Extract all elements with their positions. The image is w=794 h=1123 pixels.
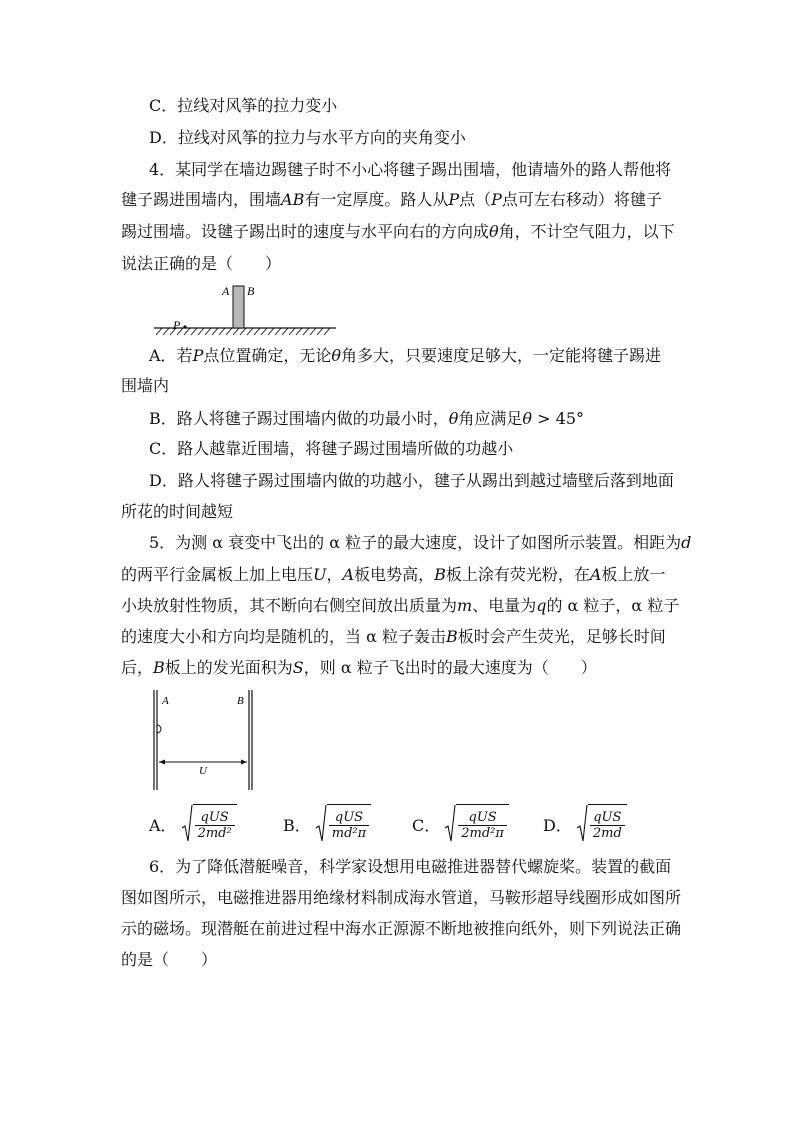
- wall-figure: [150, 280, 340, 340]
- q6-stem-line1: 6．为了降低潜艇噪音，科学家设想用电磁推进器替代螺旋桨。装置的截面: [149, 857, 672, 876]
- plates-figure: [148, 688, 260, 794]
- q6-stem-line3: 示的磁场。现潜艇在前进过程中海水正源源不断地被推向纸外，则下列说法正确: [121, 919, 682, 938]
- label-p: P: [173, 318, 181, 332]
- ground-hatching: [156, 328, 330, 335]
- q4-stem-line2: 毽子踢进围墙内，围墙AB有一定厚度。路人从P点（P点可左右移动）将毽子: [121, 190, 662, 209]
- point-p: [183, 325, 186, 328]
- sqrt-expression: $\frac{\text{qUS}}{\text{md²π}}$: [315, 804, 371, 844]
- arrow-right-head: [241, 760, 247, 765]
- q5-option-d: D． $\frac{\text{qUS}}{2md}$: [543, 804, 627, 844]
- label-a: A: [222, 284, 230, 298]
- q4-stem-line4: 说法正确的是（ ）: [121, 254, 282, 273]
- sqrt-expression: $\frac{\text{qUS}}{\text{2md²π}}$: [444, 804, 509, 844]
- label-b: B: [237, 695, 244, 707]
- sqrt-expression: $\frac{\text{qUS}}{\text{2md²}}$: [181, 804, 237, 844]
- q4-option-a-line1: A．若P点位置确定，无论θ角多大，只要速度足够大，一定能将毽子踢进: [149, 346, 661, 365]
- q5-stem-line3: 小块放射性物质，其不断向右侧空间放出质量为m、电量为q的 α 粒子，α 粒子: [121, 596, 680, 615]
- label-b: B: [247, 284, 255, 298]
- q4-option-d-line2: 所花的时间越短: [121, 502, 234, 521]
- q6-stem-line2: 图如图所示，电磁推进器用绝缘材料制成海水管道，马鞍形超导线圈形成如图所: [121, 888, 682, 907]
- q4-option-d-line1: D．路人将毽子踢过围墙内做的功越小，毽子从踢出到越过墙壁后落到地面: [149, 471, 674, 490]
- q5-stem-line2: 的两平行金属板上加上电压U，A板电势高，B板上涂有荧光粉，在A板上放一: [121, 565, 666, 584]
- sqrt-expression: $\frac{\text{qUS}}{2md}$: [576, 804, 627, 844]
- arrow-left-head: [159, 760, 165, 765]
- radical-sign: [315, 804, 327, 844]
- q3-option-c: C．拉线对风筝的拉力变小: [149, 96, 338, 115]
- q3-option-d: D．拉线对风筝的拉力与水平方向的夹角变小: [149, 128, 466, 147]
- radioactive-source: [157, 725, 161, 733]
- q4-stem-line1: 4．某同学在墙边踢毽子时不小心将毽子踢出围墙，他请墙外的路人帮他将: [149, 160, 672, 179]
- radical-sign: [181, 804, 193, 844]
- q4-option-a-line2: 围墙内: [121, 376, 170, 395]
- q5-option-c: C． $\frac{\text{qUS}}{\text{2md²π}}$: [412, 804, 509, 844]
- q5-stem-line4: 的速度大小和方向均是随机的，当 α 粒子轰击B板时会产生荧光，足够长时间: [121, 627, 666, 646]
- q6-stem-line4: 的是（ ）: [121, 950, 218, 969]
- wall-rect: [233, 286, 244, 328]
- q4-option-b: B．路人将毽子踢过围墙内做的功最小时，θ角应满足θ > 45°: [149, 409, 584, 428]
- radical-sign: [576, 804, 588, 844]
- q4-stem-line3: 踢过围墙。设毽子踢出时的速度与水平向右的方向成θ角，不计空气阻力，以下: [121, 222, 675, 241]
- q5-option-b: B． $\frac{\text{qUS}}{\text{md²π}}$: [283, 804, 371, 844]
- q5-option-a: A． $\frac{\text{qUS}}{\text{2md²}}$: [149, 804, 237, 844]
- label-u: U: [199, 765, 207, 777]
- q5-stem-line1: 5．为测 α 衰变中飞出的 α 粒子的最大速度，设计了如图所示装置。相距为d: [149, 533, 692, 552]
- q5-stem-line5: 后，B板上的发光面积为S，则 α 粒子飞出时的最大速度为（ ）: [121, 658, 597, 677]
- label-a: A: [162, 695, 169, 707]
- radical-sign: [444, 804, 456, 844]
- q4-option-c: C．路人越靠近围墙，将毽子踢过围墙所做的功越小: [149, 439, 514, 458]
